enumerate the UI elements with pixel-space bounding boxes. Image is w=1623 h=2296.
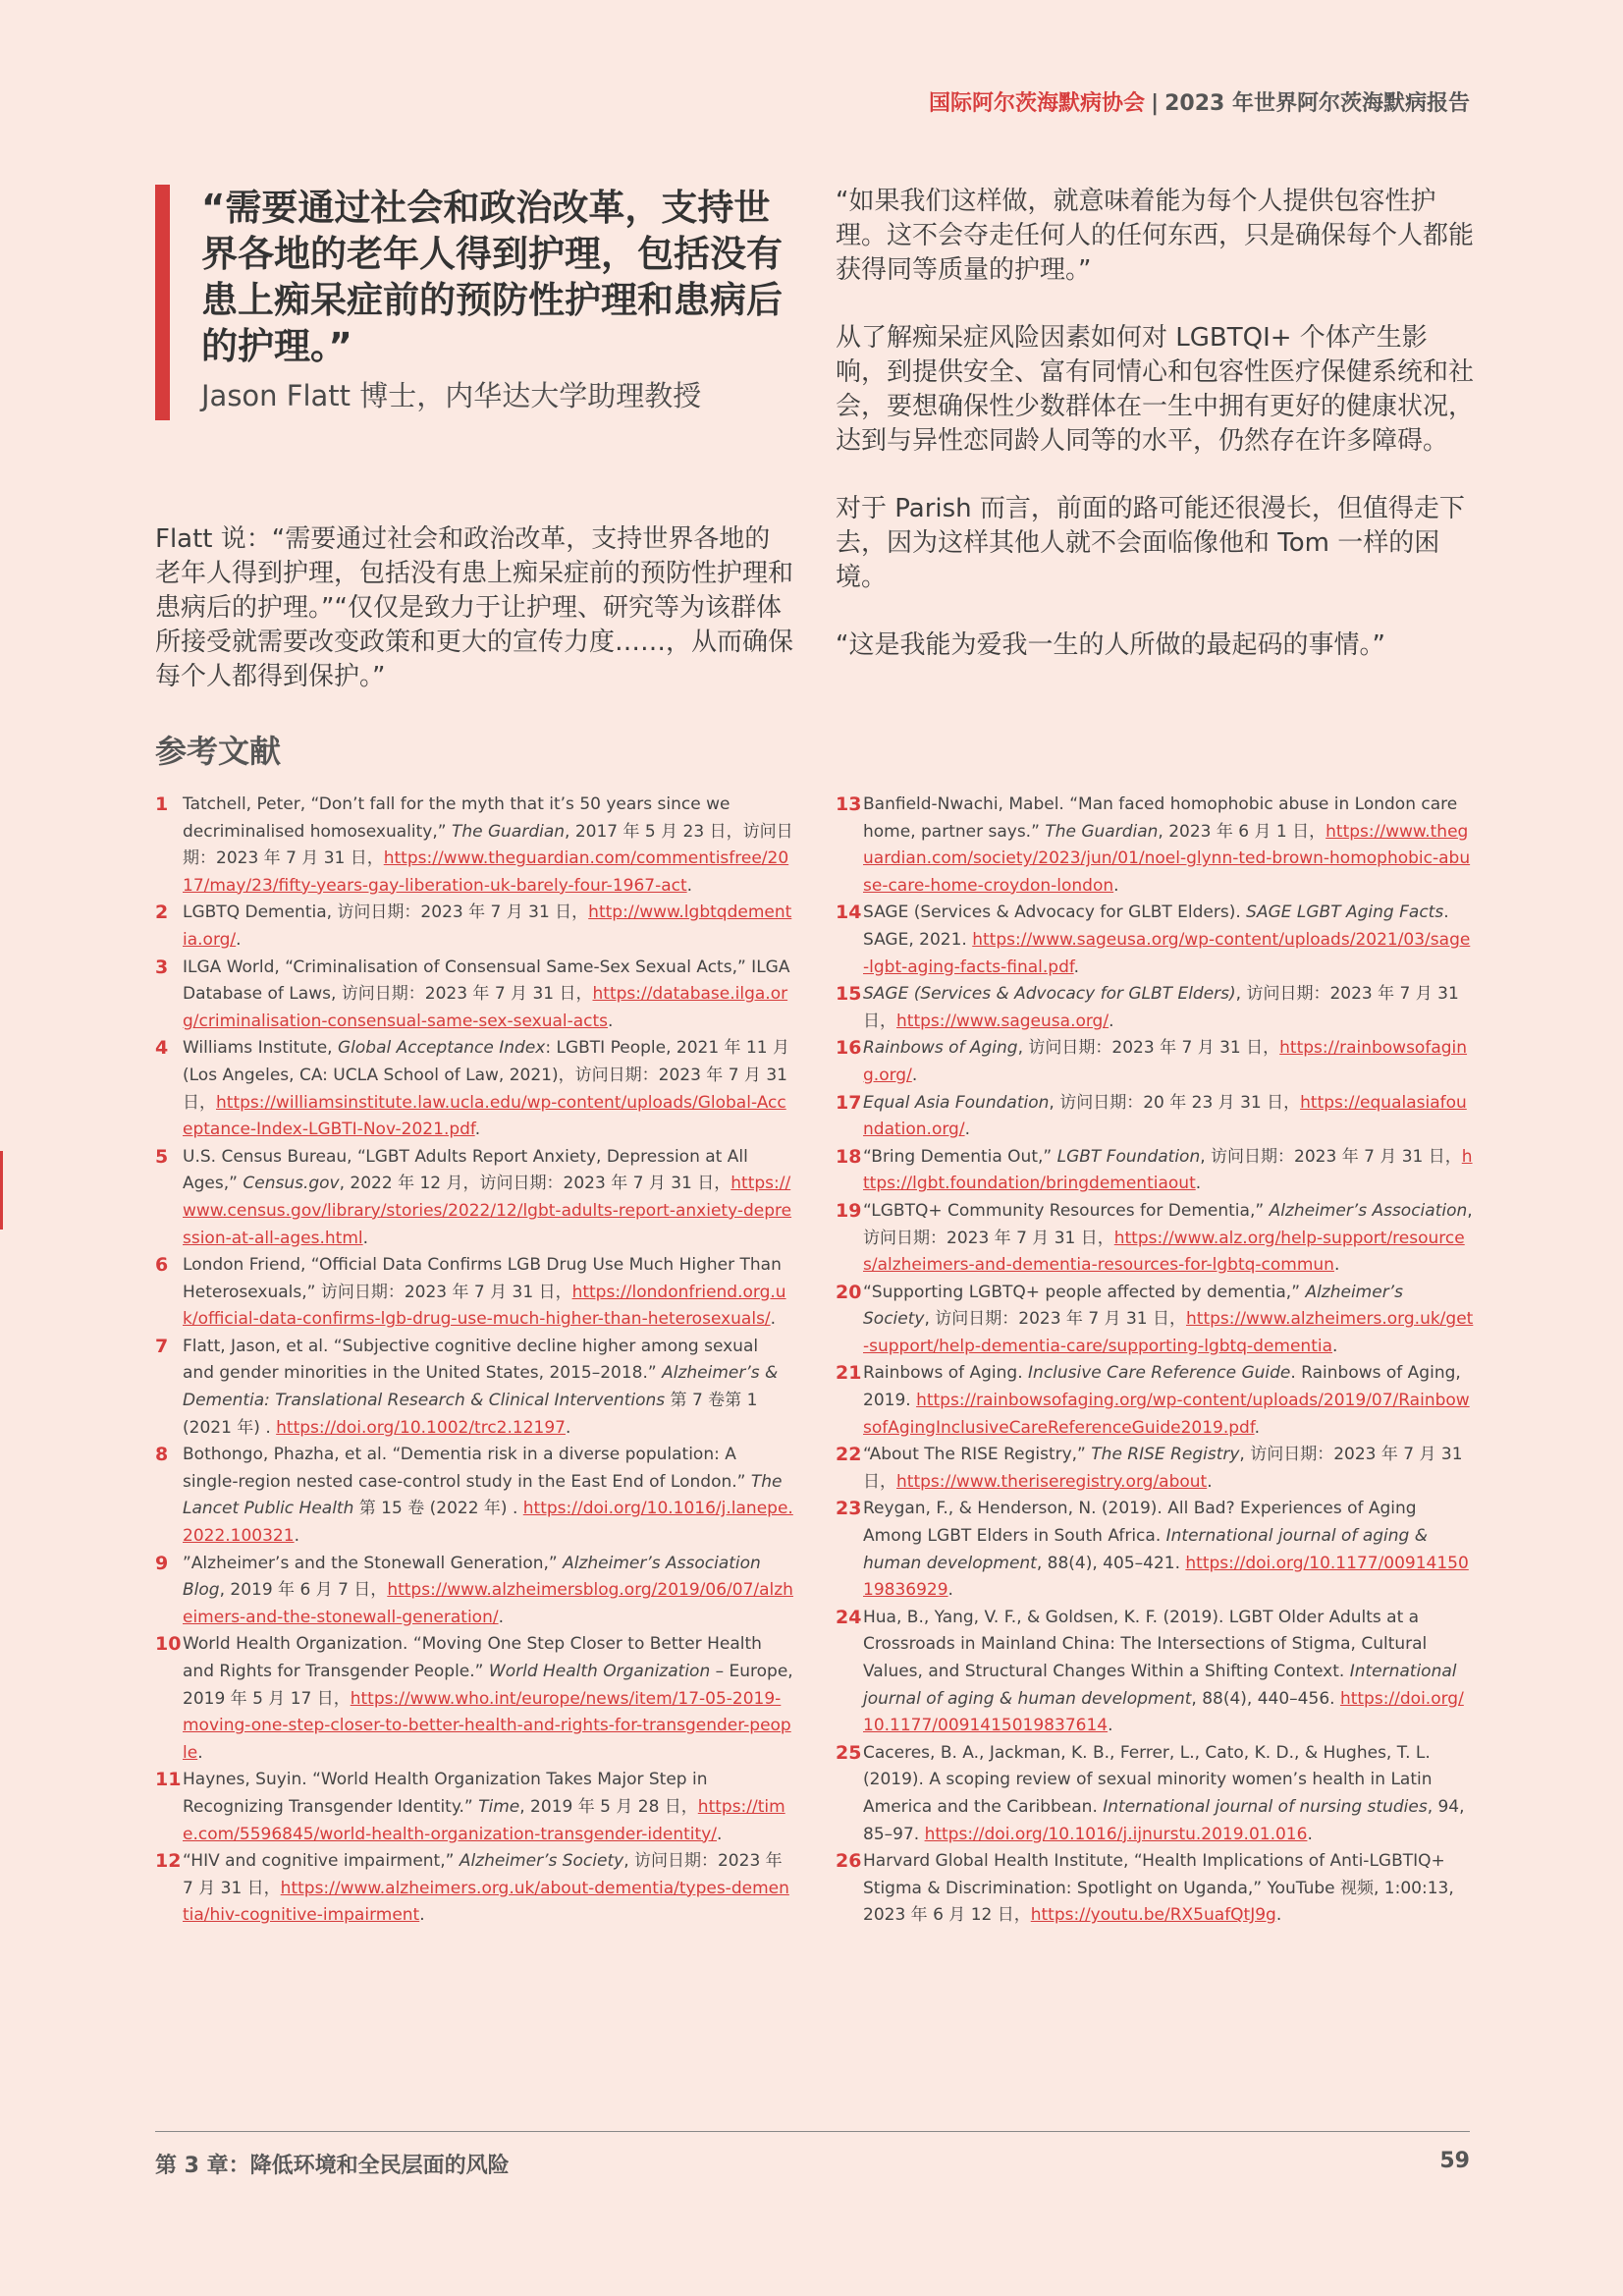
reference-item	[155, 1551, 793, 1632]
reference-item	[836, 1442, 1474, 1496]
reference-number: 22	[836, 1444, 862, 1466]
reference-citation: London Friend, “Official Data Confirms LGB Drug Use Much Higher Than Heterosexuals,” 访问日期：2023 年 7 月 31 日，	[183, 1255, 782, 1302]
reference-number: 8	[155, 1444, 169, 1466]
reference-link[interactable]: https://www.theguardian.com/society/2023/jun/01/noel-glynn-ted-brown-homophobic-abuse-care-home-croydon-london	[863, 821, 1471, 896]
reference-details: , 访问日期：2023 年 7 月 31 日，	[863, 1445, 1463, 1492]
reference-link[interactable]: https://www.sageusa.org/	[896, 1011, 1109, 1031]
reference-text	[863, 1605, 1474, 1740]
reference-link[interactable]: https://youtu.be/RX5uafQtJ9g	[1030, 1905, 1276, 1926]
reference-end: .	[294, 1526, 299, 1547]
reference-item	[836, 1740, 1474, 1848]
reference-link[interactable]: https://lgbt.foundation/bringdementiaout	[863, 1146, 1473, 1194]
reference-citation: Hua, B., Yang, V. F., & Goldsen, K. F. (2019). LGBT Older Adults at a Crossroads in Mainland China: The Intersections of Stigma, Cultural Values, and Structural Changes Within a Shifting Context.	[863, 1607, 1428, 1681]
reference-item	[155, 1035, 793, 1143]
reference-end: .	[770, 1309, 777, 1330]
reference-number: 14	[836, 902, 862, 924]
reference-number: 20	[836, 1281, 862, 1303]
reference-end: .	[1332, 1336, 1338, 1356]
reference-source: Alzheimer’s Society	[459, 1851, 624, 1872]
reference-details: , 访问日期：2023 年 7 月 31 日，	[863, 984, 1459, 1031]
reference-text	[863, 792, 1474, 900]
body-paragraph: 对于 Parish 而言，前面的路可能还很漫长，但值得走下去，因为这样其他人就不会面临像他和 Tom 一样的困境。	[836, 494, 1465, 592]
reference-link[interactable]: https://www.sageusa.org/wp-content/uploads/2021/03/sage-lgbt-aging-facts-final.pdf	[863, 929, 1471, 977]
reference-link[interactable]: https://www.census.gov/library/stories/2022/12/lgbt-adults-report-anxiety-depression-at-all-ages.html	[183, 1174, 792, 1248]
reference-text	[183, 1848, 793, 1930]
reference-citation: Reygan, F., & Henderson, N. (2019). All Bad? Experiences of Aging Among LGBT Elders in South Africa.	[863, 1499, 1417, 1547]
reference-item	[155, 1334, 793, 1442]
reference-citation: ”Alzheimer’s and the Stonewall Generation,”	[183, 1553, 564, 1573]
reference-text	[863, 1848, 1474, 1930]
reference-text	[863, 1442, 1474, 1496]
reference-end: .	[1254, 1417, 1260, 1438]
reference-details: , 访问日期：2023 年 7 月 31 日，	[1200, 1146, 1462, 1167]
reference-citation: Williams Institute,	[183, 1038, 338, 1059]
reference-source: International journal of aging & human development	[863, 1526, 1428, 1573]
left-body-column	[155, 522, 793, 694]
reference-link[interactable]: https://doi.org/10.1016/j.ijnurstu.2019.01.016	[924, 1824, 1308, 1844]
right-body-column	[836, 185, 1474, 696]
margin-mark	[0, 1151, 3, 1230]
reference-details: , 88(4), 405–421.	[1036, 1553, 1186, 1573]
reference-item	[836, 1360, 1474, 1442]
reference-citation: “LGBTQ+ Community Resources for Dementia,”	[863, 1200, 1270, 1221]
reference-details: , 2023 年 6 月 1 日，	[1158, 821, 1326, 842]
reference-item	[836, 1035, 1474, 1089]
body-paragraph: “这是我能为爱我一生的人所做的最起码的事情。”	[836, 630, 1385, 660]
reference-end: .	[197, 1742, 203, 1763]
reference-citation: ILGA World, “Criminalisation of Consensual Same-Sex Sexual Acts,” ILGA Database of Laws, 访问日期：2023 年 7 月 31 日，	[183, 957, 790, 1005]
reference-source: Alzheimer’s & Dementia: Translational Research & Clinical Interventions	[183, 1363, 779, 1411]
reference-details: , 访问日期：2023 年 7 月 31 日，	[863, 1200, 1473, 1248]
reference-item	[155, 792, 793, 900]
reference-link[interactable]: https://www.alzheimers.org.uk/about-dementia/types-dementia/hiv-cognitive-impairment	[183, 1878, 789, 1926]
reference-link[interactable]: https://williamsinstitute.law.ucla.edu/wp-content/uploads/Global-Acceptance-Index-LGBTI-Nov-2021.pdf	[183, 1092, 786, 1140]
reference-text	[183, 1334, 793, 1442]
reference-item	[155, 1767, 793, 1848]
reference-end: .	[1275, 1905, 1282, 1926]
reference-text	[183, 1252, 793, 1334]
reference-details: , 2017 年 5 月 23 日，访问日期：2023 年 7 月 31 日，	[183, 821, 793, 869]
reference-end: .	[1113, 875, 1119, 896]
reference-item	[836, 1090, 1474, 1144]
reference-citation: World Health Organization. “Moving One Step Closer to Better Health and Rights for Transgender People.”	[183, 1634, 762, 1681]
reference-item	[155, 1442, 793, 1550]
reference-source: Rainbows of Aging	[863, 1038, 1018, 1059]
reference-citation: SAGE (Services & Advocacy for GLBT Elders).	[863, 902, 1247, 923]
reference-citation: U.S. Census Bureau, “LGBT Adults Report Anxiety, Depression at All Ages,”	[183, 1146, 748, 1194]
reference-citation: “Supporting LGBTQ+ people affected by dementia,”	[863, 1282, 1306, 1302]
header-org: 国际阿尔茨海默病协会	[929, 91, 1146, 116]
reference-link[interactable]: https://equalasiafoundation.org/	[863, 1092, 1467, 1140]
reference-details: , 访问日期：2023 年 7 月 31 日，	[183, 1851, 783, 1898]
reference-details: . Rainbows of Aging, 2019.	[863, 1363, 1461, 1411]
reference-item	[155, 900, 793, 954]
reference-source: The Lancet Public Health	[183, 1471, 783, 1519]
reference-end: .	[236, 929, 242, 950]
reference-details: , 访问日期：20 年 23 月 31 日，	[1049, 1092, 1301, 1113]
reference-text	[183, 1767, 793, 1848]
reference-text	[183, 1631, 793, 1767]
reference-end: .	[498, 1607, 504, 1627]
reference-item	[836, 1144, 1474, 1198]
reference-link[interactable]: https://rainbowsofaging.org/wp-content/uploads/2019/07/RainbowsofAgingInclusiveCareReferenceGuide2019.pdf	[863, 1391, 1470, 1438]
reference-link[interactable]: https://doi.org/10.1177/0091415019837614	[863, 1688, 1464, 1736]
reference-text	[863, 1198, 1474, 1280]
reference-link[interactable]: https://www.who.int/europe/news/item/17-05-2019-moving-one-step-closer-to-better-health-and-rights-for-transgender-people	[183, 1688, 791, 1763]
reference-link[interactable]: http://www.lgbtqdementia.org/	[183, 902, 792, 950]
reference-citation: Caceres, B. A., Jackman, K. B., Ferrer, L., Cato, K. D., & Hughes, T. L. (2019). A scoping review of sexual minority women’s health in Latin America and the Caribbean.	[863, 1742, 1433, 1817]
reference-source: Equal Asia Foundation	[863, 1092, 1050, 1113]
reference-source: The Guardian	[1045, 821, 1159, 842]
reference-source: SAGE LGBT Aging Facts	[1246, 902, 1444, 923]
reference-end: .	[474, 1120, 481, 1140]
reference-text	[863, 1090, 1474, 1144]
reference-end: .	[565, 1417, 571, 1438]
reference-text	[183, 900, 793, 954]
reference-end: .	[1108, 1716, 1113, 1736]
reference-source: Global Acceptance Index	[337, 1038, 546, 1059]
reference-text	[183, 1442, 793, 1550]
reference-number: 6	[155, 1254, 169, 1277]
reference-number: 21	[836, 1362, 862, 1385]
reference-number: 26	[836, 1850, 862, 1873]
reference-text	[183, 955, 793, 1036]
reference-number: 5	[155, 1145, 169, 1168]
page-header	[929, 86, 1470, 117]
reference-source: Alzheimer’s Association	[1269, 1200, 1468, 1221]
references-list-right	[836, 792, 1474, 1930]
reference-end: .	[1195, 1174, 1202, 1194]
reference-citation: Harvard Global Health Institute, “Health Implications of Anti-LGBTIQ+ Stigma & Discrimination: Spotlight on Uganda,” YouTube 视频, 1:00:13, 2023 年 6 月 12 日，	[863, 1851, 1454, 1926]
reference-text	[183, 1551, 793, 1632]
reference-citation: Rainbows of Aging.	[863, 1363, 1029, 1384]
reference-link[interactable]: https://database.ilga.org/criminalisation-consensual-same-sex-sexual-acts	[183, 984, 788, 1031]
header-separator: |	[1151, 91, 1160, 116]
reference-source: Alzheimer’s Society	[863, 1282, 1403, 1330]
reference-text	[863, 1360, 1474, 1442]
body-paragraph: 从了解痴呆症风险因素如何对 LGBTQI+ 个体产生影响，到提供安全、富有同情心和包容性医疗保健系统和社会，要想确保性少数群体在一生中拥有更好的健康状况，达到与异性恋同龄人同等的水平，仍然存在许多障碍。	[836, 323, 1475, 456]
reference-number: 2	[155, 902, 169, 924]
reference-source: Time	[478, 1796, 520, 1817]
reference-item	[155, 1631, 793, 1767]
reference-source: Alzheimer’s Association Blog	[183, 1553, 761, 1601]
reference-text	[183, 1035, 793, 1143]
reference-number: 1	[155, 793, 169, 815]
footer-divider	[155, 2131, 1470, 2132]
reference-source: Census.gov	[243, 1174, 340, 1194]
header-report-title: 2023 年世界阿尔茨海默病报告	[1164, 91, 1470, 116]
reference-item	[155, 955, 793, 1036]
reference-end: .	[911, 1065, 918, 1085]
reference-source: The RISE Registry	[1091, 1445, 1240, 1465]
reference-number: 7	[155, 1335, 169, 1357]
reference-item	[155, 1144, 793, 1252]
reference-number: 3	[155, 956, 169, 978]
reference-number: 15	[836, 983, 862, 1006]
reference-number: 12	[155, 1850, 182, 1873]
reference-item	[836, 1605, 1474, 1740]
reference-end: .	[686, 875, 693, 896]
reference-citation: Bothongo, Phazha, et al. “Dementia risk in a diverse population: A single-region nested case-control study in the East End of London.”	[183, 1445, 751, 1492]
reference-source: Inclusive Care Reference Guide	[1028, 1363, 1291, 1384]
reference-source: The Guardian	[451, 821, 566, 842]
reference-item	[155, 1848, 793, 1930]
reference-details: , 2019 年 6 月 7 日，	[219, 1580, 388, 1601]
reference-details: 第 7 卷第 1 (2021 年) .	[183, 1391, 758, 1438]
reference-link[interactable]: https://doi.org/10.1177/0091415019836929	[863, 1553, 1469, 1601]
page-number: 59	[1439, 2149, 1470, 2173]
reference-number: 24	[836, 1606, 862, 1628]
reference-item	[836, 1496, 1474, 1604]
reference-details: , 访问日期：2023 年 7 月 31 日，	[924, 1309, 1186, 1330]
reference-text	[863, 1280, 1474, 1361]
reference-citation: Tatchell, Peter, “Don’t fall for the myth that it’s 50 years since we decriminalised homosexuality,”	[183, 794, 730, 842]
reference-number: 13	[836, 793, 862, 815]
reference-link[interactable]: https://www.theguardian.com/commentisfree/2017/may/23/fifty-years-gay-liberation-uk-barely-four-1967-act	[183, 848, 789, 896]
reference-link[interactable]: https://londonfriend.org.uk/official-data-confirms-lgb-drug-use-much-higher-than-heterosexuals/	[183, 1282, 786, 1330]
reference-text	[183, 792, 793, 900]
pull-quote-text: “需要通过社会和政治改革，支持世界各地的老年人得到护理，包括没有患上痴呆症前的预防性护理和患病后的护理。”	[201, 187, 783, 367]
reference-link[interactable]: https://www.alzheimersblog.org/2019/06/07/alzheimers-and-the-stonewall-generation/	[183, 1580, 793, 1627]
reference-details: , 2019 年 5 月 28 日，	[519, 1796, 698, 1817]
reference-source: LGBT Foundation	[1056, 1146, 1201, 1167]
reference-text	[863, 981, 1474, 1035]
reference-number: 18	[836, 1145, 862, 1168]
reference-citation: “Bring Dementia Out,”	[863, 1146, 1057, 1167]
references-list-left	[155, 792, 793, 1930]
reference-item	[836, 900, 1474, 981]
reference-end: .	[1307, 1824, 1313, 1844]
reference-item	[836, 1198, 1474, 1280]
reference-number: 16	[836, 1037, 862, 1060]
body-paragraph: Flatt 说：“需要通过社会和政治改革，支持世界各地的老年人得到护理，包括没有患上痴呆症前的预防性护理和患病后的护理。”“仅仅是致力于让护理、研究等为该群体所接受就需要改变政策和更大的宣传力度……，从而确保每个人都得到保护。”	[155, 524, 794, 691]
reference-text	[863, 900, 1474, 981]
reference-end: .	[362, 1228, 369, 1248]
body-paragraph: “如果我们这样做，就意味着能为每个人提供包容性护理。这不会夺走任何人的任何东西，只是确保每个人都能获得同等质量的护理。”	[836, 187, 1475, 285]
reference-text	[863, 1740, 1474, 1848]
reference-details: . SAGE, 2021.	[863, 902, 1449, 950]
reference-number: 25	[836, 1741, 862, 1764]
pull-quote	[155, 185, 793, 420]
reference-number: 17	[836, 1091, 862, 1114]
reference-details: – Europe, 2019 年 5 月 17 日，	[183, 1662, 793, 1709]
reference-details: , 2022 年 12 月，访问日期：2023 年 7 月 31 日，	[339, 1174, 731, 1194]
reference-text	[863, 1144, 1474, 1198]
reference-number: 4	[155, 1037, 169, 1060]
reference-citation: Haynes, Suyin. “World Health Organization Takes Major Step in Recognizing Transgender Identity.”	[183, 1770, 708, 1817]
reference-details: , 88(4), 440–456.	[1191, 1688, 1340, 1709]
footer-chapter: 第 3 章：降低环境和全民层面的风险	[155, 2154, 510, 2178]
reference-item	[836, 1280, 1474, 1361]
reference-source: World Health Organization	[488, 1662, 711, 1681]
reference-source: International journal of nursing studies	[1103, 1796, 1428, 1817]
reference-end: .	[964, 1120, 970, 1140]
reference-end: .	[947, 1580, 953, 1601]
reference-end: .	[1073, 957, 1080, 977]
reference-details: : LGBTI People, 2021 年 11 月 (Los Angeles, CA: UCLA School of Law, 2021)，访问日期：2023 年 7 月 31 日，	[183, 1038, 789, 1113]
reference-number: 9	[155, 1552, 169, 1574]
reference-text	[863, 1496, 1474, 1604]
reference-end: .	[1333, 1255, 1340, 1276]
reference-text	[183, 1144, 793, 1252]
reference-end: .	[1109, 1011, 1114, 1031]
reference-link[interactable]: https://www.alzheimers.org.uk/get-support/help-dementia-care/supporting-lgbtq-dementia	[863, 1309, 1474, 1356]
reference-details: , 94, 85–97.	[863, 1796, 1465, 1844]
reference-source: SAGE (Services & Advocacy for GLBT Elders)	[863, 984, 1236, 1005]
reference-link[interactable]: https://rainbowsofaging.org/	[863, 1038, 1468, 1085]
reference-link[interactable]: https://www.alz.org/help-support/resources/alzheimers-and-dementia-resources-for-lgbtq-commun	[863, 1228, 1465, 1276]
reference-end: .	[419, 1905, 425, 1926]
reference-link[interactable]: https://doi.org/10.1016/j.lanepe.2022.100321	[183, 1499, 793, 1547]
reference-text	[863, 1035, 1474, 1089]
reference-end: .	[716, 1824, 723, 1844]
reference-number: 11	[155, 1769, 182, 1791]
reference-link[interactable]: https://doi.org/10.1002/trc2.12197	[276, 1417, 566, 1438]
reference-item	[155, 1252, 793, 1334]
reference-details: , 访问日期：2023 年 7 月 31 日，	[1017, 1038, 1280, 1059]
reference-source: International journal of aging & human development	[863, 1662, 1457, 1709]
reference-details: 第 15 卷 (2022 年) .	[353, 1499, 523, 1519]
pull-quote-author: Jason Flatt 博士，内华达大学助理教授	[201, 379, 702, 412]
reference-link[interactable]: https://time.com/5596845/world-health-organization-transgender-identity/	[183, 1796, 785, 1844]
reference-link[interactable]: https://www.theriseregistry.org/about	[896, 1471, 1208, 1492]
reference-citation: Banfield-Nwachi, Mabel. “Man faced homophobic abuse in London care home, partner says.”	[863, 794, 1458, 842]
reference-number: 19	[836, 1199, 862, 1222]
reference-citation: “About The RISE Registry,”	[863, 1445, 1092, 1465]
reference-item	[836, 1848, 1474, 1930]
reference-citation: LGBTQ Dementia, 访问日期：2023 年 7 月 31 日，	[183, 902, 589, 923]
reference-number: 10	[155, 1633, 182, 1656]
reference-end: .	[1207, 1471, 1213, 1492]
reference-end: .	[608, 1011, 614, 1031]
references-heading: 参考文献	[155, 733, 282, 770]
reference-item	[836, 981, 1474, 1035]
reference-number: 23	[836, 1498, 862, 1520]
reference-citation: Flatt, Jason, et al. “Subjective cognitive decline higher among sexual and gender minorities in the United States, 2015–2018.”	[183, 1336, 759, 1384]
reference-item	[836, 792, 1474, 900]
reference-citation: “HIV and cognitive impairment,”	[183, 1851, 460, 1872]
